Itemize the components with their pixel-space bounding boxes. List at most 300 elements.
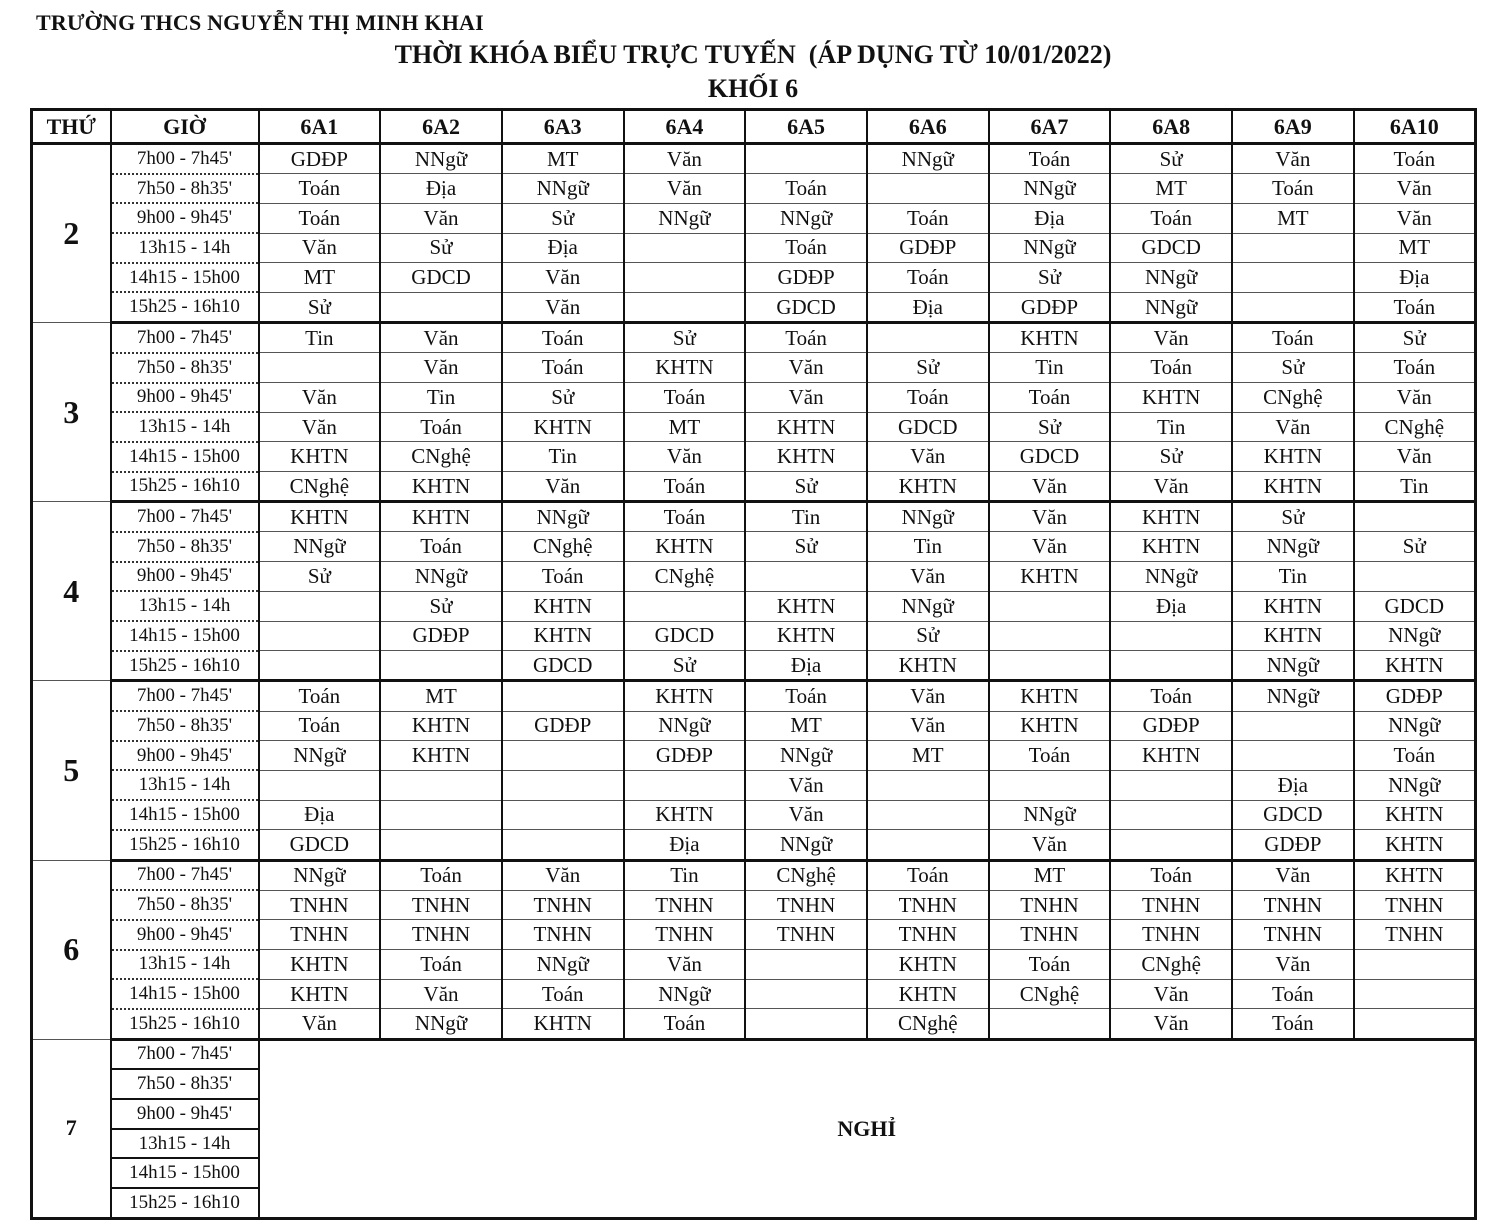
period-time: 13h15 - 14h [111,1129,259,1159]
period-time: 15h25 - 16h10 [111,472,259,502]
subject-cell: TNHN [1354,920,1476,950]
subject-cell: TNHN [380,890,502,920]
subject-cell [1110,830,1232,860]
subject-cell: GDCD [1354,591,1476,621]
subject-cell [1232,263,1354,293]
subject-cell: Toán [1232,323,1354,353]
table-row [32,950,1476,980]
subject-cell [1110,800,1232,830]
table-row [32,591,1476,621]
subject-cell: TNHN [259,920,381,950]
period-time: 9h00 - 9h45' [111,920,259,950]
subject-cell: Địa [259,800,381,830]
subject-cell: Toán [1110,681,1232,711]
subject-cell: KHTN [867,950,989,980]
table-row [32,562,1476,592]
subject-cell: GDCD [380,263,502,293]
subject-cell: TNHN [989,890,1111,920]
subject-cell: Toán [867,383,989,413]
subject-cell: MT [1110,174,1232,204]
subject-cell: Văn [745,353,867,383]
subject-cell [624,263,746,293]
period-time: 7h00 - 7h45' [111,144,259,174]
subject-cell: MT [989,860,1111,890]
subject-cell [502,800,624,830]
subject-cell: Văn [989,532,1111,562]
subject-cell: Toán [989,950,1111,980]
subject-cell: KHTN [867,472,989,502]
subject-cell [624,233,746,263]
subject-cell: Văn [1354,442,1476,472]
subject-cell: Văn [1110,1009,1232,1039]
subject-cell: Toán [989,144,1111,174]
subject-cell: GDCD [989,442,1111,472]
subject-cell: NNgữ [1232,651,1354,681]
subject-cell: Văn [867,711,989,741]
subject-cell: Sử [745,532,867,562]
subject-cell: Toán [1110,203,1232,233]
subject-cell: Toán [867,860,989,890]
subject-cell: Tin [380,383,502,413]
subject-cell: Toán [624,472,746,502]
subject-cell: TNHN [867,890,989,920]
subject-cell: MT [380,681,502,711]
subject-cell: Sử [380,233,502,263]
subject-cell: Văn [502,860,624,890]
subject-cell: NNgữ [1110,292,1232,322]
subject-cell: Văn [989,472,1111,502]
subject-cell: Văn [624,442,746,472]
subject-cell [380,651,502,681]
period-time: 14h15 - 15h00 [111,800,259,830]
subject-cell: NNgữ [502,502,624,532]
subject-cell: Toán [745,233,867,263]
subject-cell [380,292,502,322]
subject-cell: Toán [624,383,746,413]
subject-cell: KHTN [259,950,381,980]
table-row [32,203,1476,233]
subject-cell: CNghệ [1232,383,1354,413]
subject-cell: Tin [989,353,1111,383]
subject-cell: Văn [1110,979,1232,1009]
timetable [30,108,1477,1220]
subject-cell: GDCD [1110,233,1232,263]
subject-cell: NNgữ [259,860,381,890]
subject-cell [867,323,989,353]
subject-cell: Văn [1232,950,1354,980]
subject-cell: KHTN [380,502,502,532]
subject-cell: Toán [1354,353,1476,383]
subject-cell: Toán [989,383,1111,413]
subject-cell: Tin [745,502,867,532]
subject-cell: Tin [1110,412,1232,442]
period-time: 7h00 - 7h45' [111,681,259,711]
subject-cell: NNgữ [989,800,1111,830]
subject-cell: Địa [745,651,867,681]
subject-cell: GDCD [1232,800,1354,830]
subject-cell: TNHN [259,890,381,920]
subject-cell [502,770,624,800]
subject-cell: MT [1354,233,1476,263]
subject-cell [502,741,624,771]
subject-cell: Văn [259,383,381,413]
subject-cell: Sử [1232,502,1354,532]
period-time: 13h15 - 14h [111,770,259,800]
subject-cell: NNgữ [1110,562,1232,592]
subject-cell: Địa [380,174,502,204]
subject-cell: KHTN [989,323,1111,353]
subject-cell: GDCD [259,830,381,860]
subject-cell: Toán [745,681,867,711]
table-row [32,979,1476,1009]
subject-cell: GDĐP [380,621,502,651]
subject-cell: CNghệ [502,532,624,562]
subject-cell: Địa [502,233,624,263]
period-time: 13h15 - 14h [111,950,259,980]
subject-cell: KHTN [989,562,1111,592]
table-row [32,323,1476,353]
subject-cell: NNgữ [745,203,867,233]
subject-cell: NNgữ [502,950,624,980]
header-class: 6A7 [989,110,1111,144]
subject-cell: Sử [1110,144,1232,174]
subject-cell: KHTN [624,800,746,830]
table-row [32,770,1476,800]
subject-cell: KHTN [259,442,381,472]
subject-cell: NNgữ [1232,681,1354,711]
subject-cell [745,979,867,1009]
period-time: 7h00 - 7h45' [111,1039,259,1069]
day-label: 3 [32,323,111,502]
subject-cell: NNgữ [380,562,502,592]
period-time: 7h50 - 8h35' [111,1069,259,1099]
subject-cell: Văn [1354,203,1476,233]
subject-cell: NNgữ [380,1009,502,1039]
subject-cell: KHTN [1110,383,1232,413]
subject-cell [1354,1009,1476,1039]
day-label: 5 [32,681,111,860]
period-time: 15h25 - 16h10 [111,292,259,322]
subject-cell [1110,770,1232,800]
subject-cell: MT [259,263,381,293]
subject-cell: Toán [1354,144,1476,174]
header-row [32,110,1476,144]
table-row [32,800,1476,830]
subject-cell: Văn [989,502,1111,532]
subject-cell: CNghệ [1110,950,1232,980]
subject-cell: Địa [1232,770,1354,800]
subject-cell: KHTN [380,472,502,502]
subject-cell: GDĐP [1110,711,1232,741]
period-time: 7h50 - 8h35' [111,174,259,204]
period-time: 7h50 - 8h35' [111,890,259,920]
subject-cell [745,144,867,174]
subject-cell: Toán [380,950,502,980]
header-class: 6A8 [1110,110,1232,144]
subject-cell: GDCD [624,621,746,651]
subject-cell: NNgữ [259,532,381,562]
table-row [32,442,1476,472]
subject-cell [1110,621,1232,651]
subject-cell: CNghệ [867,1009,989,1039]
subject-cell [259,621,381,651]
table-row [32,860,1476,890]
subject-cell: Sử [989,263,1111,293]
period-time: 15h25 - 16h10 [111,1009,259,1039]
subject-cell: TNHN [1232,890,1354,920]
period-time: 9h00 - 9h45' [111,741,259,771]
subject-cell: Văn [1110,472,1232,502]
subject-cell: Sử [1354,323,1476,353]
subject-cell: KHTN [745,442,867,472]
table-row [32,292,1476,322]
period-time: 13h15 - 14h [111,591,259,621]
subject-cell: TNHN [1354,890,1476,920]
subject-cell: Sử [624,651,746,681]
subject-cell: KHTN [624,353,746,383]
period-time: 15h25 - 16h10 [111,830,259,860]
subject-cell: Sử [259,292,381,322]
subject-cell: Văn [380,353,502,383]
subject-cell: KHTN [745,412,867,442]
subject-cell: GDĐP [1354,681,1476,711]
subject-cell: KHTN [867,979,989,1009]
subject-cell [867,800,989,830]
subject-cell: CNghệ [1354,412,1476,442]
subject-cell: Toán [624,502,746,532]
subject-cell: Sử [259,562,381,592]
page-title: THỜI KHÓA BIỂU TRỰC TUYẾN (ÁP DỤNG TỪ 10/01/2022) [394,40,1112,69]
subject-cell: KHTN [745,621,867,651]
subject-cell: NNgữ [745,741,867,771]
subject-cell [1354,502,1476,532]
period-time: 13h15 - 14h [111,412,259,442]
subject-cell: Văn [1232,860,1354,890]
subject-cell [989,1009,1111,1039]
subject-cell [1354,562,1476,592]
subject-cell: Văn [867,681,989,711]
subject-cell: CNghệ [989,979,1111,1009]
subject-cell: Văn [745,383,867,413]
period-time: 14h15 - 15h00 [111,442,259,472]
subject-cell: Toán [867,263,989,293]
subject-cell: Địa [624,830,746,860]
subject-cell: KHTN [1110,502,1232,532]
subject-cell: Sử [745,472,867,502]
subject-cell: Sử [502,203,624,233]
subject-cell: KHTN [989,711,1111,741]
subject-cell: NNgữ [745,830,867,860]
subject-cell: Toán [867,203,989,233]
subject-cell: Toán [502,323,624,353]
subject-cell: NNgữ [259,741,381,771]
header-class: 6A1 [259,110,381,144]
subject-cell [867,174,989,204]
subject-cell: Toán [502,979,624,1009]
subject-cell: Toán [745,323,867,353]
subject-cell: MT [867,741,989,771]
subject-cell: Tin [1232,562,1354,592]
subject-cell: KHTN [1232,442,1354,472]
table-row [32,502,1476,532]
subject-cell: Văn [380,979,502,1009]
subject-cell: NNgữ [867,144,989,174]
subject-cell: KHTN [502,412,624,442]
period-time: 13h15 - 14h [111,233,259,263]
subject-cell: KHTN [867,651,989,681]
subject-cell [745,562,867,592]
subject-cell [502,830,624,860]
subject-cell: Sử [502,383,624,413]
period-time: 9h00 - 9h45' [111,562,259,592]
subject-cell: Văn [502,292,624,322]
subject-cell: NNgữ [624,711,746,741]
header-class: 6A3 [502,110,624,144]
subject-cell: Toán [624,1009,746,1039]
subject-cell: Tin [502,442,624,472]
subject-cell: Văn [1232,412,1354,442]
subject-cell: GDĐP [1232,830,1354,860]
subject-cell [989,770,1111,800]
subject-cell: TNHN [502,920,624,950]
subject-cell [989,591,1111,621]
header-class: 6A2 [380,110,502,144]
subject-cell: KHTN [745,591,867,621]
subject-cell: KHTN [380,741,502,771]
subject-cell: GDCD [745,292,867,322]
subject-cell: Toán [380,860,502,890]
subject-cell: Toán [745,174,867,204]
subject-cell: Sử [624,323,746,353]
subject-cell: TNHN [624,920,746,950]
table-row [32,412,1476,442]
subject-cell: Toán [502,562,624,592]
subject-cell: Tin [867,532,989,562]
subject-cell: NNgữ [1110,263,1232,293]
subject-cell: Văn [1232,144,1354,174]
subject-cell: Văn [502,263,624,293]
subject-cell: KHTN [502,1009,624,1039]
subject-cell: Sử [1354,532,1476,562]
subject-cell [1354,950,1476,980]
subject-cell: Toán [259,203,381,233]
table-row [32,383,1476,413]
subject-cell [1232,741,1354,771]
table-row [32,353,1476,383]
period-time: 15h25 - 16h10 [111,651,259,681]
subject-cell [380,800,502,830]
table-row [32,920,1476,950]
subject-cell: Toán [380,412,502,442]
rest-day-label: NGHỈ [259,1039,1476,1218]
subject-cell: Địa [1354,263,1476,293]
subject-cell: Toán [1232,1009,1354,1039]
subject-cell: Văn [867,562,989,592]
subject-cell: Văn [259,412,381,442]
timetable-body [32,144,1476,1219]
table-row [32,144,1476,174]
subject-cell: Toán [1110,860,1232,890]
subject-cell: Toán [380,532,502,562]
subject-cell: TNHN [1110,920,1232,950]
school-name: TRƯỜNG THCS NGUYỄN THỊ MINH KHAI [36,10,484,35]
subject-cell: TNHN [502,890,624,920]
subject-cell: KHTN [624,532,746,562]
subject-cell: NNgữ [989,174,1111,204]
subject-cell: TNHN [745,920,867,950]
subject-cell: Văn [380,323,502,353]
subject-cell: Tin [259,323,381,353]
day-label: 2 [32,144,111,323]
subject-cell: GDĐP [259,144,381,174]
subject-cell: KHTN [502,591,624,621]
period-time: 14h15 - 15h00 [111,979,259,1009]
subject-cell: CNghệ [380,442,502,472]
subject-cell: KHTN [1232,472,1354,502]
subject-cell: Văn [624,174,746,204]
header-class: 6A5 [745,110,867,144]
header-class: 6A4 [624,110,746,144]
subject-cell: Toán [1232,174,1354,204]
subject-cell [259,353,381,383]
header-class: 6A10 [1354,110,1476,144]
table-row [32,651,1476,681]
subject-cell [745,1009,867,1039]
period-time: 14h15 - 15h00 [111,1158,259,1188]
table-row [32,1009,1476,1039]
subject-cell: Địa [1110,591,1232,621]
header-class: 6A9 [1232,110,1354,144]
subject-cell: KHTN [1232,621,1354,651]
header-time: GIỜ [111,110,259,144]
period-time: 7h00 - 7h45' [111,323,259,353]
subject-cell: GDCD [867,412,989,442]
subject-cell: MT [1232,203,1354,233]
subject-cell: KHTN [259,979,381,1009]
subject-cell: MT [502,144,624,174]
table-row [32,681,1476,711]
subject-cell: KHTN [1354,860,1476,890]
subject-cell: KHTN [1354,830,1476,860]
subject-cell: TNHN [867,920,989,950]
subject-cell: Sử [867,621,989,651]
subject-cell [867,830,989,860]
subject-cell [259,770,381,800]
subject-cell: KHTN [502,621,624,651]
period-time: 14h15 - 15h00 [111,621,259,651]
subject-cell: KHTN [1110,741,1232,771]
subject-cell: TNHN [989,920,1111,950]
day-label: 4 [32,502,111,681]
table-row [32,890,1476,920]
subject-cell: KHTN [259,502,381,532]
subject-cell: Văn [1354,174,1476,204]
subject-cell: Sử [380,591,502,621]
table-row [32,1039,1476,1069]
subject-cell [1110,651,1232,681]
table-row [32,621,1476,651]
subject-cell: Văn [624,144,746,174]
table-row [32,532,1476,562]
subject-cell: Toán [1354,741,1476,771]
subject-cell: NNgữ [624,203,746,233]
period-time: 9h00 - 9h45' [111,383,259,413]
subject-cell: NNgữ [502,174,624,204]
subject-cell: TNHN [624,890,746,920]
subject-cell: Tin [1354,472,1476,502]
subject-cell: Văn [259,233,381,263]
table-row [32,741,1476,771]
